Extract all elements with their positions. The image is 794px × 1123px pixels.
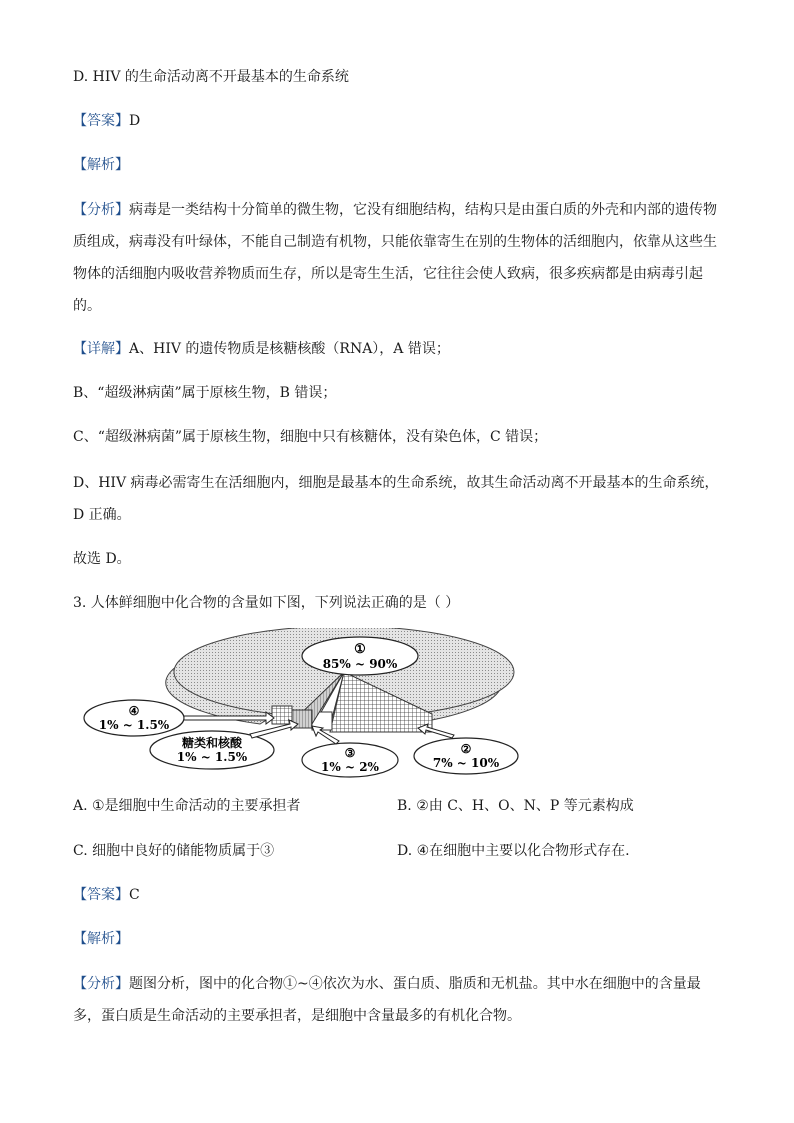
q2-detail-b: B、“超级淋病菌”属于原核生物，B 错误； [73, 385, 337, 401]
q3-fenxi-paragraph [73, 968, 723, 1032]
q2-fenxi-paragraph [73, 194, 723, 322]
label-4-value: 1% ~ 1.5% [98, 718, 170, 732]
label-3-num: ③ [344, 746, 356, 760]
label-2-value: 7% ~ 10% [432, 756, 500, 770]
q3-option-c: C. 细胞中良好的储能物质属于③ [73, 843, 275, 859]
q3-fenxi-text: 题图分析，图中的化合物①~④依次为水、蛋白质、脂质和无机盐。其中水在细胞中的含量最多，蛋白质是生命活动的主要承担者，是细胞中含量最多的有机化合物。 [73, 976, 701, 1024]
q3-option-d: D. ④在细胞中主要以化合物形式存在. [397, 843, 630, 859]
q2-choice: 故选 D。 [73, 551, 131, 567]
q2-option-d: D. HIV 的生命活动离不开最基本的生命系统 [73, 69, 349, 85]
q2-answer-line [73, 111, 140, 131]
q3-fenxi-label: 【分析】 [73, 976, 129, 992]
q2-detail-a-text: A、HIV 的遗传物质是核糖核酸（RNA），A 错误； [129, 341, 450, 357]
label-2-num: ② [460, 742, 472, 756]
q2-detail-a [73, 339, 450, 359]
label-1-num: ① [354, 642, 366, 657]
q3-answer-value: C [129, 887, 140, 903]
q3-option-b: B. ②由 C、H、O、N、P 等元素构成 [397, 798, 634, 814]
q3-answer-label: 【答案】 [73, 887, 129, 903]
q2-detail-c: C、“超级淋病菌”属于原核生物，细胞中只有核糖体，没有染色体，C 错误； [73, 429, 548, 445]
answer-value: D [129, 113, 141, 129]
q3-stem: 3. 人体鲜细胞中化合物的含量如下图，下列说法正确的是（ ） [73, 595, 460, 611]
label-sugar-name: 糖类和核酸 [181, 736, 243, 750]
label-2-arrow [418, 724, 454, 738]
xiangjie-label: 【详解】 [73, 341, 129, 357]
q3-option-a: A. ①是细胞中生命活动的主要承担者 [73, 798, 301, 814]
analysis-label: 【解析】 [73, 157, 129, 173]
q2-fenxi-text: 病毒是一类结构十分简单的微生物，它没有细胞结构，结构只是由蛋白质的外壳和内部的遗传物质组成，病毒没有叶绿体，不能自己制造有机物，只能依靠寄生在别的生物体的活细胞内，依靠从这些生物体的活细胞内吸收营养物质而生存，所以是寄生生活，它往往会使人致病，很多疾病都是由病毒引起的。 [73, 202, 717, 314]
fenxi-label: 【分析】 [73, 202, 129, 218]
label-1-value: 85% ~ 90% [322, 657, 398, 671]
answer-label: 【答案】 [73, 113, 129, 129]
q3-answer-line [73, 885, 140, 905]
q2-detail-d: D、HIV 病毒必需寄生在活细胞内，细胞是最基本的生命系统，故其生命活动离不开最基本的生命系统，D 正确。 [73, 475, 719, 523]
compound-pie-figure [80, 628, 540, 778]
label-sugar-value: 1% ~ 1.5% [176, 750, 248, 764]
label-3-value: 1% ~ 2% [321, 760, 379, 774]
q3-analysis-label: 【解析】 [73, 931, 129, 947]
label-4-num: ④ [128, 704, 140, 718]
